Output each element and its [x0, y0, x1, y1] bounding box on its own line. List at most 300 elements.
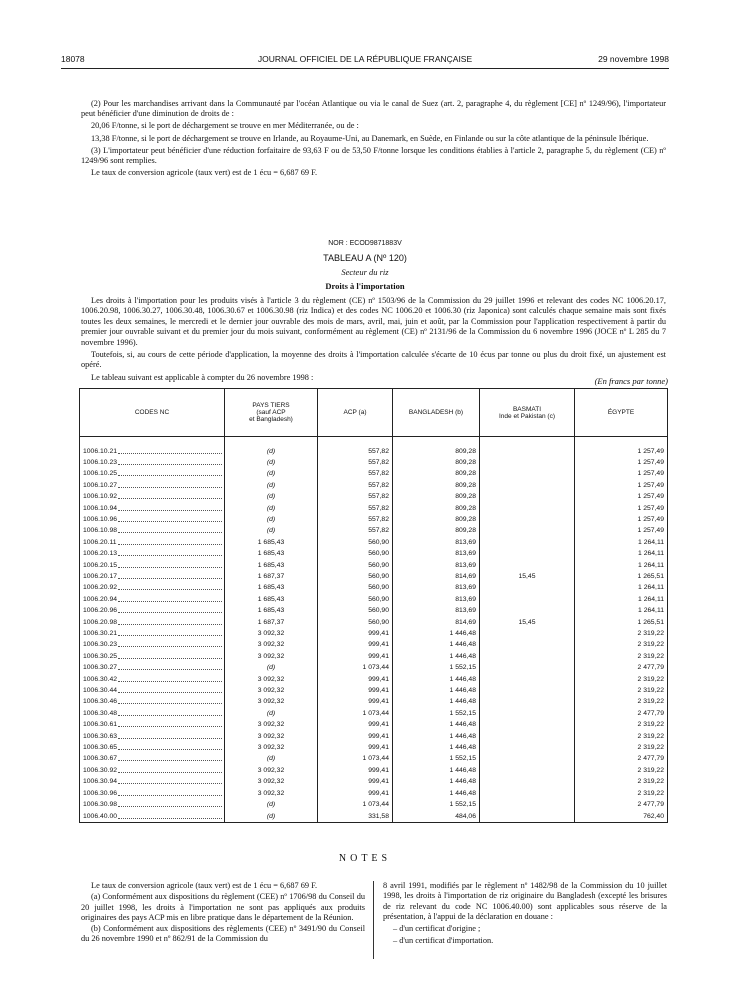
- cell-bangladesh: 813,69: [393, 548, 480, 559]
- cell-pays-tiers: 1 685,43: [225, 605, 318, 616]
- note-paragraph: Le taux de conversion agricole (taux vert) est de 1 écu = 6,687 69 F.: [91, 881, 318, 890]
- cell-code: [80, 468, 225, 479]
- code-value: 1006.30.44: [83, 687, 118, 695]
- cell-acp: 999,41: [318, 719, 393, 730]
- cell-basmati: 15,45: [480, 571, 575, 582]
- col-basmati-line: Inde et Pakistan (c): [499, 412, 555, 420]
- cell-basmati: [480, 639, 575, 650]
- intro-paragraph: (2) Pour les marchandises arrivant dans la Communauté par l'océan Atlantique ou via le canal de Suez (art. 2, paragraphe 4, du règlement [CE] nº 1249/96), l'importateur peut bénéficier d'une diminution de droits de :: [81, 99, 666, 119]
- leader-dots: [118, 594, 222, 602]
- cell-code: [80, 560, 225, 571]
- cell-pays-tiers: (d): [225, 811, 318, 823]
- cell-code: [80, 628, 225, 639]
- cell-pays-tiers: 3 092,32: [225, 685, 318, 696]
- cell-egypte: 1 264,11: [575, 537, 668, 548]
- cell-acp: 560,90: [318, 571, 393, 582]
- cell-basmati: [480, 605, 575, 616]
- table-row: [80, 514, 668, 525]
- cell-acp: 1 073,44: [318, 708, 393, 719]
- code-value: 1006.20.94: [83, 595, 118, 603]
- cell-acp: 560,90: [318, 617, 393, 628]
- cell-acp: 999,41: [318, 685, 393, 696]
- cell-basmati: [480, 799, 575, 810]
- table-row: [80, 617, 668, 628]
- table-row: [80, 525, 668, 536]
- cell-egypte: 1 257,49: [575, 468, 668, 479]
- issue-date: 29 novembre 1998: [598, 54, 669, 64]
- cell-code: [80, 685, 225, 696]
- cell-egypte: 1 257,49: [575, 457, 668, 468]
- cell-pays-tiers: 3 092,32: [225, 731, 318, 742]
- cell-code: [80, 525, 225, 536]
- cell-code: [80, 799, 225, 810]
- table-row: [80, 788, 668, 799]
- cell-basmati: [480, 674, 575, 685]
- leader-dots: [118, 753, 222, 761]
- cell-code: [80, 788, 225, 799]
- cell-basmati: [480, 468, 575, 479]
- cell-code: [80, 514, 225, 525]
- cell-acp: 557,82: [318, 514, 393, 525]
- table-row: [80, 560, 668, 571]
- cell-bangladesh: 1 446,48: [393, 685, 480, 696]
- code-value: 1006.30.98: [83, 801, 118, 809]
- cell-acp: 331,58: [318, 811, 393, 823]
- notes-left-column: [81, 881, 365, 946]
- cell-code: [80, 639, 225, 650]
- cell-pays-tiers: (d): [225, 799, 318, 810]
- cell-bangladesh: 1 446,48: [393, 696, 480, 707]
- cell-egypte: 2 477,79: [575, 662, 668, 673]
- cell-basmati: [480, 811, 575, 823]
- code-value: 1006.30.94: [83, 778, 118, 786]
- cell-basmati: [480, 765, 575, 776]
- cell-pays-tiers: 1 685,43: [225, 548, 318, 559]
- cell-egypte: 1 257,49: [575, 480, 668, 491]
- col-pays-tiers-line: PAYS TIERS: [252, 402, 290, 409]
- intro-paragraph: Le taux de conversion agricole (taux vert) est de 1 écu = 6,687 69 F.: [91, 168, 318, 178]
- leader-dots: [118, 651, 222, 659]
- cell-basmati: [480, 560, 575, 571]
- leader-dots: [118, 560, 222, 568]
- code-value: 1006.20.17: [83, 572, 118, 580]
- cell-egypte: 2 319,22: [575, 639, 668, 650]
- code-value: 1006.10.27: [83, 481, 118, 489]
- cell-pays-tiers: 3 092,32: [225, 742, 318, 753]
- table-header-row: [80, 389, 668, 437]
- notes-title: NOTES: [338, 853, 392, 864]
- cell-pays-tiers: 1 687,37: [225, 617, 318, 628]
- cell-bangladesh: 1 552,15: [393, 753, 480, 764]
- cell-pays-tiers: 1 687,37: [225, 571, 318, 582]
- cell-basmati: [480, 685, 575, 696]
- code-value: 1006.30.21: [83, 630, 118, 637]
- cell-egypte: 1 265,51: [575, 617, 668, 628]
- cell-code: [80, 651, 225, 662]
- cell-pays-tiers: 1 685,43: [225, 537, 318, 548]
- cell-bangladesh: 814,69: [393, 571, 480, 582]
- cell-egypte: 2 319,22: [575, 719, 668, 730]
- cell-pays-tiers: (d): [225, 446, 318, 457]
- code-value: 1006.10.92: [83, 493, 118, 501]
- cell-bangladesh: 1 446,48: [393, 742, 480, 753]
- code-value: 1006.10.94: [83, 504, 118, 512]
- cell-acp: 999,41: [318, 628, 393, 639]
- cell-code: [80, 765, 225, 776]
- cell-egypte: 2 319,22: [575, 628, 668, 639]
- code-value: 1006.10.98: [83, 527, 118, 535]
- code-value: 1006.30.25: [83, 652, 118, 660]
- cell-egypte: 2 477,79: [575, 753, 668, 764]
- cell-bangladesh: 809,28: [393, 491, 480, 502]
- col-egypte: ÉGYPTE: [575, 389, 668, 437]
- cell-code: [80, 548, 225, 559]
- cell-egypte: 2 319,22: [575, 731, 668, 742]
- leader-dots: [118, 525, 222, 533]
- code-value: 1006.30.46: [83, 698, 118, 706]
- column-divider: [373, 881, 374, 959]
- code-value: 1006.10.23: [83, 458, 118, 466]
- cell-code: [80, 742, 225, 753]
- cell-bangladesh: 1 446,48: [393, 788, 480, 799]
- cell-bangladesh: 1 446,48: [393, 674, 480, 685]
- table-row: [80, 742, 668, 753]
- leader-dots: [118, 468, 222, 476]
- leader-dots: [118, 685, 222, 693]
- body-paragraph: Toutefois, si, au cours de cette période d'application, la moyenne des droits à l'importation calculée s'écarte de 10 écus par tonne ou plus du droit fixé, un ajustement est opéré.: [81, 350, 666, 370]
- code-value: 1006.30.27: [83, 664, 118, 672]
- cell-acp: 557,82: [318, 457, 393, 468]
- leader-dots: [118, 628, 222, 636]
- cell-acp: 999,41: [318, 651, 393, 662]
- cell-pays-tiers: 3 092,32: [225, 776, 318, 787]
- leader-dots: [118, 491, 222, 499]
- leader-dots: [118, 571, 222, 579]
- code-value: 1006.30.92: [83, 766, 118, 774]
- cell-basmati: [480, 708, 575, 719]
- cell-bangladesh: 1 446,48: [393, 719, 480, 730]
- cell-bangladesh: 1 446,48: [393, 731, 480, 742]
- cell-pays-tiers: (d): [225, 480, 318, 491]
- code-value: 1006.20.92: [83, 584, 118, 592]
- cell-egypte: 762,40: [575, 811, 668, 823]
- col-basmati: [480, 389, 575, 437]
- code-value: 1006.10.25: [83, 470, 118, 478]
- cell-basmati: [480, 582, 575, 593]
- code-value: 1006.20.96: [83, 607, 118, 615]
- cell-acp: 999,41: [318, 765, 393, 776]
- header-rule: [61, 68, 669, 69]
- col-codes-nc: CODES NC: [80, 389, 225, 437]
- code-value: 1006.30.48: [83, 709, 118, 717]
- cell-acp: 1 073,44: [318, 753, 393, 764]
- cell-acp: 560,90: [318, 594, 393, 605]
- cell-code: [80, 446, 225, 457]
- cell-egypte: 1 257,49: [575, 514, 668, 525]
- leader-dots: [118, 548, 222, 556]
- cell-basmati: [480, 457, 575, 468]
- leader-dots: [118, 674, 222, 682]
- table-row: [80, 594, 668, 605]
- cell-acp: 999,41: [318, 674, 393, 685]
- cell-bangladesh: 809,28: [393, 514, 480, 525]
- code-value: 1006.10.96: [83, 515, 118, 523]
- code-value: 1006.30.61: [83, 721, 118, 729]
- cell-acp: 999,41: [318, 776, 393, 787]
- cell-basmati: [480, 537, 575, 548]
- cell-bangladesh: 813,69: [393, 594, 480, 605]
- cell-acp: 560,90: [318, 605, 393, 616]
- cell-basmati: 15,45: [480, 617, 575, 628]
- table-row: [80, 765, 668, 776]
- cell-code: [80, 571, 225, 582]
- col-basmati-line: BASMATI: [512, 405, 542, 413]
- leader-dots: [118, 742, 222, 750]
- code-value: 1006.30.65: [83, 744, 118, 752]
- cell-code: [80, 674, 225, 685]
- leader-dots: [118, 617, 222, 625]
- cell-pays-tiers: (d): [225, 708, 318, 719]
- code-value: 1006.20.98: [83, 618, 118, 626]
- cell-pays-tiers: (d): [225, 514, 318, 525]
- table-row: [80, 731, 668, 742]
- cell-bangladesh: 813,69: [393, 605, 480, 616]
- leader-dots: [118, 776, 222, 784]
- cell-pays-tiers: 3 092,32: [225, 788, 318, 799]
- cell-egypte: 2 319,22: [575, 696, 668, 707]
- spacer-row: [80, 437, 668, 446]
- cell-basmati: [480, 503, 575, 514]
- table-body: [80, 437, 668, 823]
- cell-egypte: 1 257,49: [575, 491, 668, 502]
- cell-pays-tiers: (d): [225, 491, 318, 502]
- cell-pays-tiers: 1 685,43: [225, 594, 318, 605]
- cell-pays-tiers: (d): [225, 525, 318, 536]
- cell-bangladesh: 813,69: [393, 560, 480, 571]
- leader-dots: [118, 503, 222, 511]
- cell-egypte: 1 264,11: [575, 594, 668, 605]
- cell-acp: 1 073,44: [318, 662, 393, 673]
- cell-egypte: 1 257,49: [575, 525, 668, 536]
- cell-basmati: [480, 628, 575, 639]
- nor-reference: NOR : ECOD9871883V: [328, 240, 402, 247]
- cell-basmati: [480, 491, 575, 502]
- cell-egypte: 1 257,49: [575, 503, 668, 514]
- cell-acp: 560,90: [318, 537, 393, 548]
- code-value: 1006.10.21: [83, 447, 118, 455]
- cell-acp: 999,41: [318, 788, 393, 799]
- cell-pays-tiers: 3 092,32: [225, 674, 318, 685]
- cell-egypte: 2 319,22: [575, 742, 668, 753]
- cell-acp: 560,90: [318, 560, 393, 571]
- cell-code: [80, 776, 225, 787]
- cell-pays-tiers: (d): [225, 662, 318, 673]
- cell-code: [80, 491, 225, 502]
- table-row: [80, 468, 668, 479]
- cell-bangladesh: 1 552,15: [393, 799, 480, 810]
- intro-paragraph: (3) L'importateur peut bénéficier d'une réduction forfaitaire de 93,63 F ou de 53,50 F/tonne lorsque les conditions établies à l'article 2, paragraphe 5, du règlement (CE) nº 1249/96 sont remplies.: [81, 145, 666, 166]
- note-paragraph: (b) Conformément aux dispositions des règlements (CEE) nº 3491/90 du Conseil du 26 novembre 1990 et nº 862/91 de la Commission du: [81, 924, 365, 944]
- table-row: [80, 708, 668, 719]
- cell-basmati: [480, 662, 575, 673]
- code-value: 1006.20.13: [83, 550, 118, 558]
- cell-code: [80, 582, 225, 593]
- cell-egypte: 1 265,51: [575, 571, 668, 582]
- cell-pays-tiers: (d): [225, 753, 318, 764]
- cell-egypte: 2 319,22: [575, 765, 668, 776]
- cell-pays-tiers: (d): [225, 468, 318, 479]
- cell-pays-tiers: 1 685,43: [225, 560, 318, 571]
- cell-basmati: [480, 753, 575, 764]
- code-value: 1006.30.23: [83, 641, 118, 649]
- cell-pays-tiers: 1 685,43: [225, 582, 318, 593]
- intro-paragraph: 20,06 F/tonne, si le port de déchargement se trouve en mer Méditerranée, ou de :: [91, 121, 359, 131]
- cell-code: [80, 605, 225, 616]
- col-acp: ACP (a): [318, 389, 393, 437]
- cell-code: [80, 617, 225, 628]
- cell-basmati: [480, 548, 575, 559]
- cell-bangladesh: 1 446,48: [393, 628, 480, 639]
- table-row: [80, 503, 668, 514]
- cell-pays-tiers: 3 092,32: [225, 696, 318, 707]
- cell-bangladesh: 1 552,15: [393, 708, 480, 719]
- cell-acp: 557,82: [318, 446, 393, 457]
- cell-pays-tiers: (d): [225, 457, 318, 468]
- journal-title: JOURNAL OFFICIEL DE LA RÉPUBLIQUE FRANÇAISE: [257, 54, 473, 64]
- cell-basmati: [480, 480, 575, 491]
- cell-code: [80, 731, 225, 742]
- cell-egypte: 2 319,22: [575, 685, 668, 696]
- cell-bangladesh: 1 446,48: [393, 776, 480, 787]
- cell-egypte: 1 264,11: [575, 560, 668, 571]
- cell-egypte: 2 477,79: [575, 799, 668, 810]
- cell-acp: 999,41: [318, 742, 393, 753]
- cell-acp: 557,82: [318, 525, 393, 536]
- table-row: [80, 719, 668, 730]
- table-row: [80, 446, 668, 457]
- cell-bangladesh: 484,06: [393, 811, 480, 823]
- col-pays-tiers-line: et Bangladesh): [249, 416, 293, 423]
- body-text: [81, 296, 666, 385]
- table-row: [80, 457, 668, 468]
- page-header: [61, 54, 669, 68]
- cell-basmati: [480, 514, 575, 525]
- leader-dots: [118, 731, 222, 739]
- cell-egypte: 2 319,22: [575, 788, 668, 799]
- cell-bangladesh: 809,28: [393, 525, 480, 536]
- cell-bangladesh: 809,28: [393, 446, 480, 457]
- cell-basmati: [480, 594, 575, 605]
- cell-egypte: 2 319,22: [575, 674, 668, 685]
- note-paragraph: (a) Conformément aux dispositions du règlement (CEE) nº 1706/98 du Conseil du 20 juillet 1998, les droits à l'importation ne sont pas appliqués aux produits originaires des pays ACP mis en libre pratique dans le département de la Réunion.: [81, 892, 365, 922]
- cell-basmati: [480, 446, 575, 457]
- cell-code: [80, 662, 225, 673]
- cell-code: [80, 480, 225, 491]
- cell-egypte: 1 264,11: [575, 548, 668, 559]
- cell-acp: 560,90: [318, 582, 393, 593]
- leader-dots: [118, 480, 222, 488]
- cell-bangladesh: 1 446,48: [393, 639, 480, 650]
- col-pays-tiers-line: (sauf ACP: [256, 409, 286, 416]
- cell-bangladesh: 1 552,15: [393, 662, 480, 673]
- table-row: [80, 571, 668, 582]
- body-paragraph: Les droits à l'importation pour les produits visés à l'article 3 du règlement (CE) nº 1503/96 de la Commission du 29 juillet 1996 et relevant des codes NC 1006.20.17, 1006.20.98, 1006.30.27, 1006.30.48, 1006.30.67 et 1006.30.98 (riz Indica) et des codes NC 1006.20 et 1006.30 (riz Japonica) sont calculés chaque semaine mais sont fixés toutes les deux semaines, le mercredi et le dernier jour ouvrable des mois de mars, avril, mai, juin et août, par la Commission pour l'application respectivement à partir du premier jour ouvrable suivant et du premier jour du mois suivant, conformément au règlement (CE) nº 2131/96 de la Commission du 6 novembre 1996 (JOCE nº L 285 du 7 novembre 1996).: [81, 296, 666, 347]
- cell-bangladesh: 1 446,48: [393, 765, 480, 776]
- code-value: 1006.20.11: [83, 538, 117, 546]
- leader-dots: [118, 799, 222, 807]
- cell-code: [80, 719, 225, 730]
- cell-pays-tiers: 3 092,32: [225, 628, 318, 639]
- table-row: [80, 685, 668, 696]
- table-row: [80, 662, 668, 673]
- cell-egypte: 1 264,11: [575, 582, 668, 593]
- leader-dots: [118, 696, 222, 704]
- cell-acp: 557,82: [318, 491, 393, 502]
- cell-egypte: 2 319,22: [575, 651, 668, 662]
- leader-dots: [118, 662, 222, 670]
- cell-egypte: 1 264,11: [575, 605, 668, 616]
- leader-dots: [118, 765, 222, 773]
- section-title: Droits à l'importation: [325, 281, 405, 291]
- leader-dots: [118, 446, 222, 454]
- code-value: 1006.30.42: [83, 675, 118, 683]
- cell-bangladesh: 813,69: [393, 537, 480, 548]
- table-row: [80, 480, 668, 491]
- cell-code: [80, 537, 225, 548]
- code-value: 1006.30.63: [83, 732, 118, 740]
- cell-basmati: [480, 696, 575, 707]
- sector-title: Secteur du riz: [341, 267, 389, 277]
- cell-acp: 1 073,44: [318, 799, 393, 810]
- code-value: 1006.40.00: [83, 812, 118, 820]
- cell-basmati: [480, 651, 575, 662]
- table-title: TABLEAU A (Nº 120): [323, 253, 407, 263]
- cell-pays-tiers: (d): [225, 503, 318, 514]
- cell-code: [80, 811, 225, 823]
- table-row: [80, 753, 668, 764]
- cell-basmati: [480, 731, 575, 742]
- cell-acp: 999,41: [318, 731, 393, 742]
- cell-egypte: 2 477,79: [575, 708, 668, 719]
- notes-right-column: [383, 881, 667, 948]
- cell-acp: 999,41: [318, 639, 393, 650]
- leader-dots: [118, 719, 222, 727]
- table-row: [80, 651, 668, 662]
- cell-pays-tiers: 3 092,32: [225, 639, 318, 650]
- cell-egypte: 2 319,22: [575, 776, 668, 787]
- cell-egypte: 1 257,49: [575, 446, 668, 457]
- cell-acp: 557,82: [318, 468, 393, 479]
- table-row: [80, 696, 668, 707]
- cell-code: [80, 696, 225, 707]
- cell-code: [80, 503, 225, 514]
- page-number: 18078: [61, 54, 85, 64]
- cell-basmati: [480, 776, 575, 787]
- cell-code: [80, 457, 225, 468]
- cell-code: [80, 708, 225, 719]
- leader-dots: [118, 582, 222, 590]
- table-row: [80, 605, 668, 616]
- cell-acp: 999,41: [318, 696, 393, 707]
- col-bangladesh: BANGLADESH (b): [393, 389, 480, 437]
- table-row: [80, 674, 668, 685]
- cell-pays-tiers: 3 092,32: [225, 719, 318, 730]
- leader-dots: [118, 514, 222, 522]
- leader-dots: [118, 811, 222, 819]
- table-row: [80, 628, 668, 639]
- col-pays-tiers: [225, 389, 318, 437]
- cell-acp: 560,90: [318, 548, 393, 559]
